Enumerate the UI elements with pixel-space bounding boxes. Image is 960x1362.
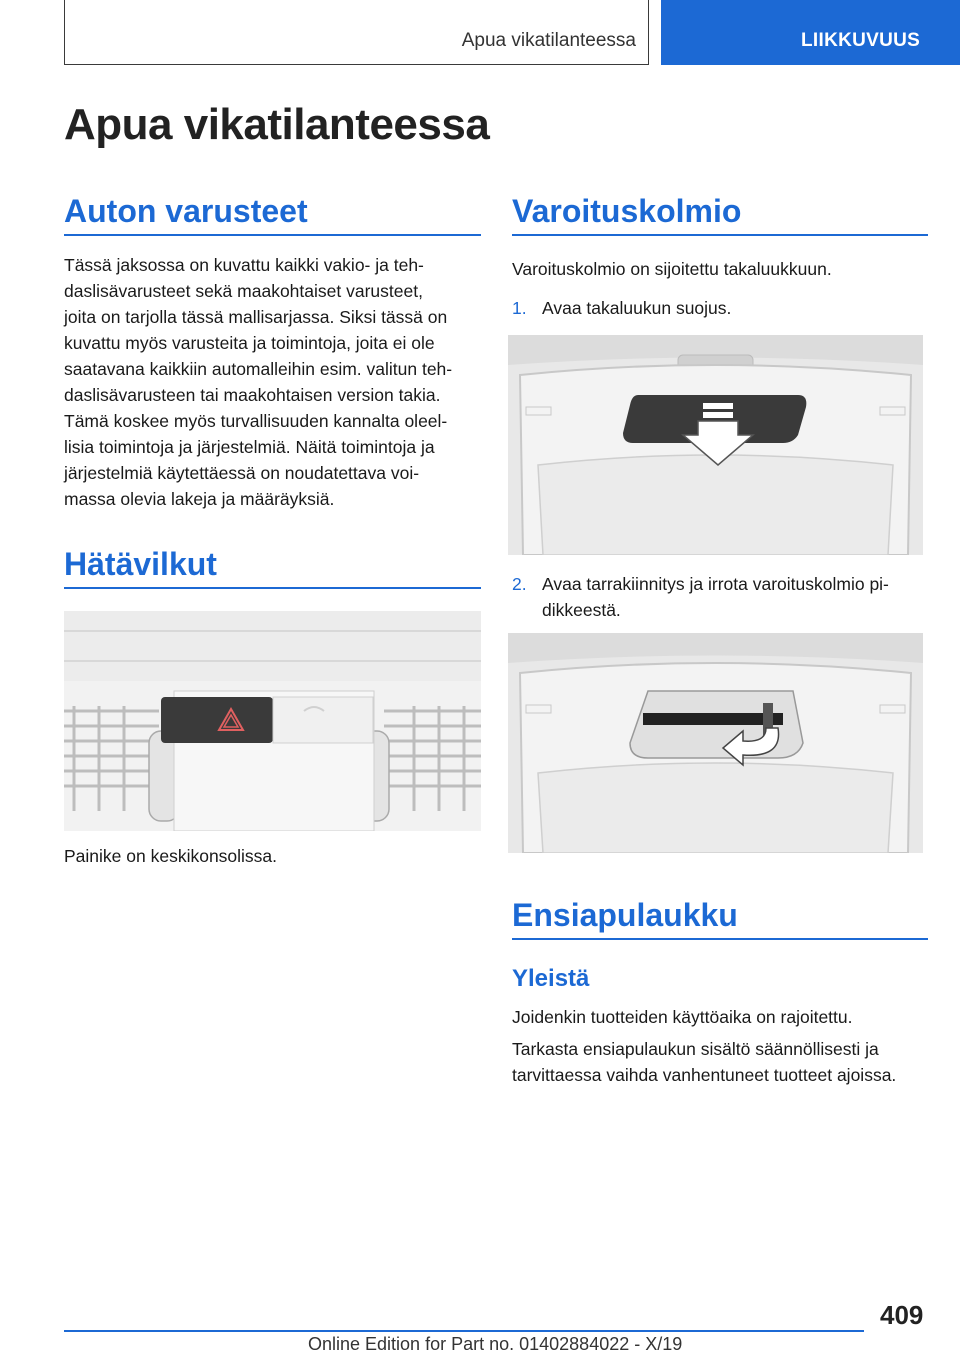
text-line: kuvattu myös varusteita ja toimintoja, joita ei ole — [64, 333, 435, 353]
header-chapter-tab[interactable] — [661, 0, 960, 65]
text-line: daslisävarusteet sekä maakohtaiset varusteet, — [64, 281, 423, 301]
paragraph-auton-varusteet — [64, 252, 452, 512]
heading-rule — [512, 234, 928, 236]
text-line: tarvittaessa vaihda vanhentuneet tuotteet ajoissa. — [512, 1065, 897, 1085]
step-text — [542, 571, 889, 623]
text-line: massa olevia lakeja ja määräyksiä. — [64, 489, 335, 509]
heading-auton-varusteet: Auton varusteet — [64, 193, 308, 229]
tailgate-cover-figure — [508, 335, 923, 555]
footer-edition: Online Edition for Part no. 01402884022 - X/19 — [308, 1334, 683, 1354]
header-section-box — [64, 0, 649, 65]
text-line: joita on tarjolla tässä mallisarjassa. Siksi tässä on — [64, 307, 448, 327]
step-number: 2. — [512, 574, 527, 594]
text-line: daslisävarusteen tai maakohtaisen version takia. — [64, 385, 441, 405]
heading-rule — [64, 587, 481, 589]
text-line: Avaa tarrakiinnitys ja irrota varoituskolmio pi- — [542, 574, 889, 594]
text-line: Avaa takaluukun suojus. — [542, 298, 732, 318]
step-text — [542, 295, 731, 321]
heading-varoituskolmio: Varoituskolmio — [512, 193, 742, 229]
step-1 — [512, 295, 928, 321]
step-2 — [512, 571, 928, 623]
heading-rule — [512, 938, 928, 940]
text-line: Tässä jaksossa on kuvattu kaikki vakio- ja teh- — [64, 255, 424, 275]
hazard-button-figure — [64, 611, 481, 831]
heading-rule — [64, 234, 481, 236]
paragraph-ensiapu-1: Joidenkin tuotteiden käyttöaika on rajoitettu. — [512, 1007, 853, 1027]
step-number: 1. — [512, 298, 527, 318]
text-line: saatavana kaikkiin automalleihin esim. valitun teh- — [64, 359, 453, 379]
text-line: dikkeestä. — [542, 600, 621, 620]
heading-hatavilkut: Hätävilkut — [64, 546, 217, 582]
paragraph-ensiapu-2 — [512, 1036, 896, 1088]
intro-varoituskolmio: Varoituskolmio on sijoitettu takaluukkuun. — [512, 259, 832, 279]
text-line: Tarkasta ensiapulaukun sisältö säännöllisesti ja — [512, 1039, 879, 1059]
heading-ensiapulaukku: Ensiapulaukku — [512, 897, 738, 933]
page-number: 409 — [880, 1300, 924, 1330]
header-chapter-label: LIIKKUVUUS — [801, 30, 921, 51]
text-line: Tämä koskee myös turvallisuuden kannalta oleel- — [64, 411, 448, 431]
warning-triangle-holder-figure — [508, 633, 923, 853]
subheading-yleista: Yleistä — [512, 965, 590, 992]
caption-hatavilkut: Painike on keskikonsolissa. — [64, 846, 278, 866]
header-section-title: Apua vikatilanteessa — [461, 30, 636, 51]
footer-rule — [64, 1330, 864, 1332]
page-title: Apua vikatilanteessa — [64, 100, 490, 149]
text-line: järjestelmiä käytettäessä on noudatettava voi- — [64, 463, 420, 483]
text-line: lisia toimintoja ja järjestelmiä. Näitä toimintoja ja — [64, 437, 435, 457]
